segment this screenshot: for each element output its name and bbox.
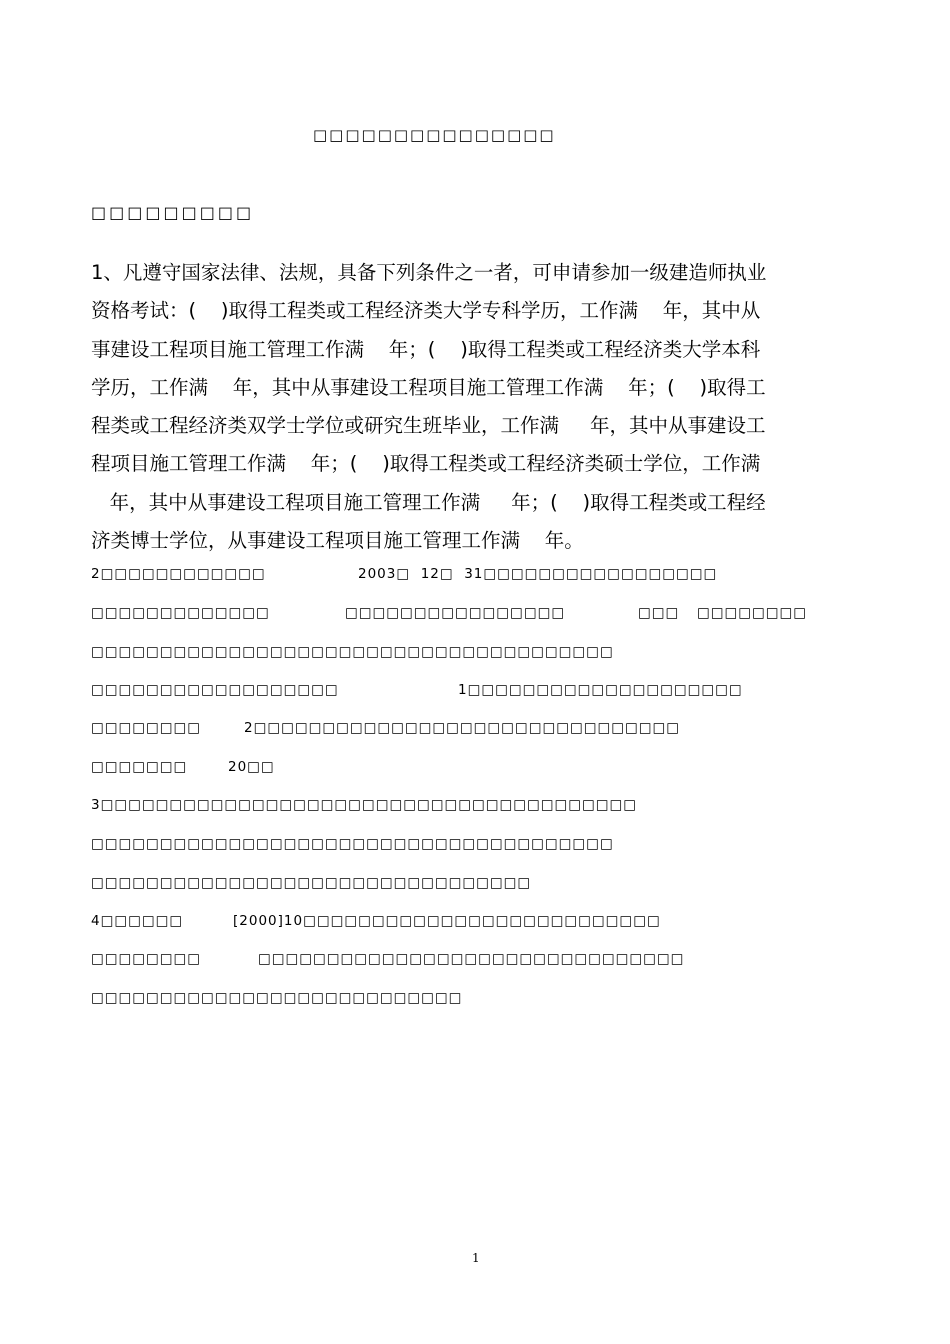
question-1-line: 事建设工程项目施工管理工作满 年；( )取得工程类或工程经济类大学本科	[91, 337, 761, 361]
garbled-text-segment: 2003□ 12□ 31□□□□□□□□□□□□□□□□□	[358, 566, 718, 582]
garbled-text-segment: 2□□□□□□□□□□□□□□□□□□□□□□□□□□□□□□□	[244, 720, 680, 736]
question-1-line: 1、凡遵守国家法律、法规，具备下列条件之一者，可申请参加一级建造师执业	[91, 261, 767, 284]
garbled-text-segment: □□□□□□□□□□□□□□□□□□□□□□□□□□□□□□□□□□□□□□	[91, 644, 614, 660]
garbled-text-segment: 20□□	[228, 759, 275, 775]
garbled-text-segment: □□□□□□□□□□□□□	[91, 605, 270, 621]
garbled-text-segment: □□□□□□□□□□□□□□□□□□□□□□□□□□□□□□□□	[91, 875, 532, 891]
garbled-text-segment: [2000]10□□□□□□□□□□□□□□□□□□□□□□□□□□	[233, 913, 661, 929]
garbled-text-segment: 1□□□□□□□□□□□□□□□□□□□□	[458, 682, 743, 698]
garbled-text-segment: □□□□□□□□	[91, 951, 202, 967]
garbled-text-segment: □□□□□□□□	[91, 720, 202, 736]
section-heading: □□□□□□□□□	[91, 203, 255, 222]
garbled-text-segment: □□□□□□□□□□□□□□□□	[345, 605, 566, 621]
garbled-text-segment: □□□□□□□□	[697, 605, 808, 621]
question-1-line: 资格考试：( )取得工程类或工程经济类大学专科学历，工作满 年，其中从	[91, 299, 761, 323]
question-1-line: 程类或工程经济类双学士学位或研究生班毕业，工作满 年，其中从事建设工	[91, 414, 766, 438]
question-1-line: 程项目施工管理工作满 年；( )取得工程类或工程经济类硕士学位，工作满	[91, 452, 761, 476]
garbled-text-segment: □□□	[638, 605, 680, 621]
garbled-text-segment: □□□□□□□□□□□□□□□□□□□□□□□□□□□	[91, 990, 463, 1006]
garbled-text-segment: 4□□□□□□	[91, 913, 184, 929]
garbled-text-segment: □□□□□□□□□□□□□□□□□□	[91, 682, 339, 698]
question-1-line: 年，其中从事建设工程项目施工管理工作满 年；( )取得工程类或工程经	[91, 490, 766, 514]
question-1	[91, 254, 861, 560]
page-number: 1	[472, 1251, 480, 1265]
question-1-line: 学历，工作满 年，其中从事建设工程项目施工管理工作满 年；( )取得工	[91, 375, 766, 399]
question-1-line: 济类博士学位，从事建设工程项目施工管理工作满 年。	[91, 529, 584, 553]
garbled-text-segment: □□□□□□□□□□□□□□□□□□□□□□□□□□□□□□□	[258, 951, 685, 967]
garbled-text-segment: □□□□□□□	[91, 759, 188, 775]
document-title: □□□□□□□□□□□□□□□	[313, 126, 556, 144]
garbled-text-segment: □□□□□□□□□□□□□□□□□□□□□□□□□□□□□□□□□□□□□□	[91, 836, 614, 852]
garbled-text-segment: 2□□□□□□□□□□□□	[91, 566, 266, 582]
garbled-text-segment: 3□□□□□□□□□□□□□□□□□□□□□□□□□□□□□□□□□□□□□□□	[91, 797, 638, 813]
